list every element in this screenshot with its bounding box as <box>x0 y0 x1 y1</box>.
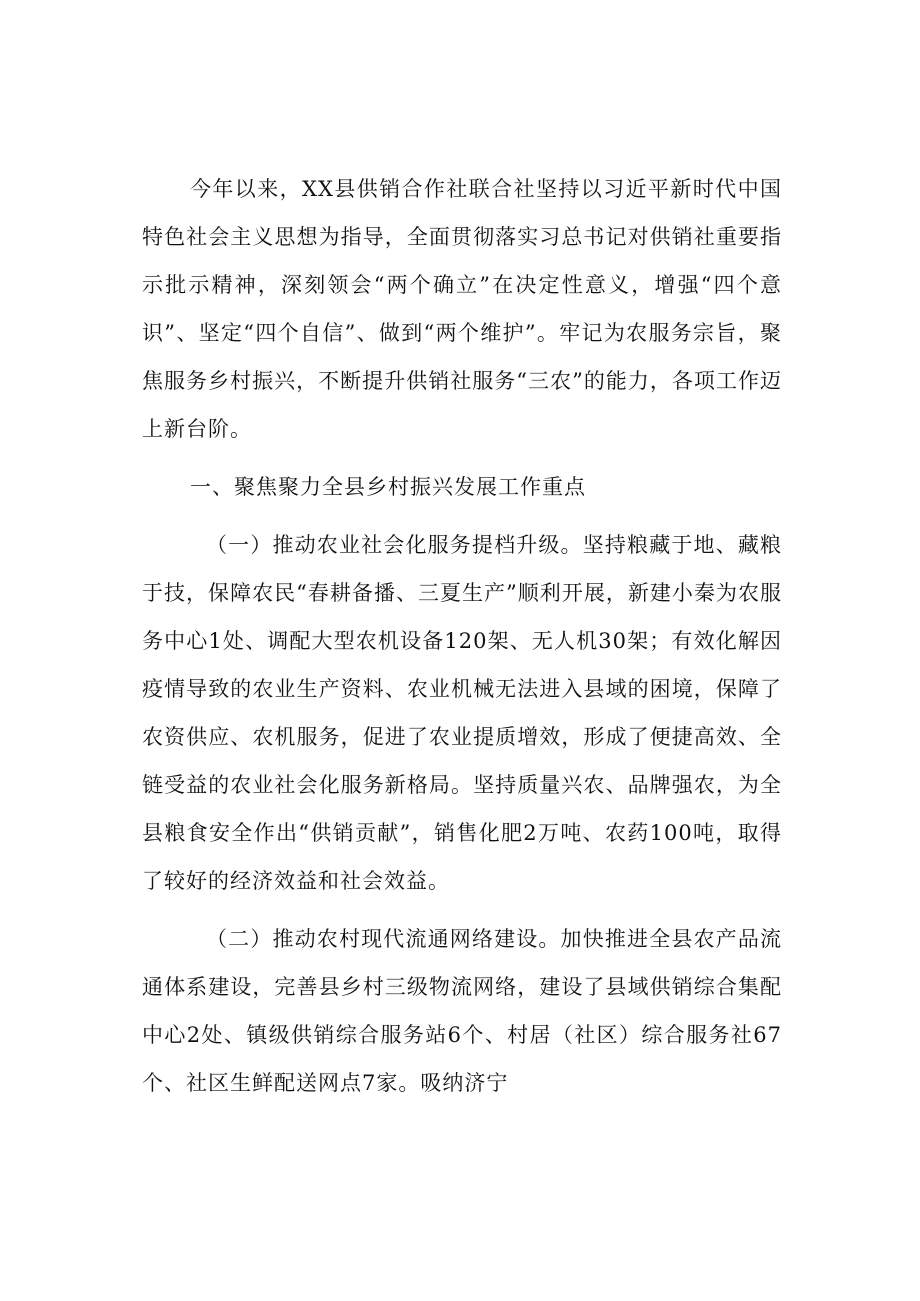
document-body <box>142 165 782 1107</box>
section-heading: 一、聚焦聚力全县乡村振兴发展工作重点 <box>190 475 586 499</box>
subsection-paragraph-1: （一）推动农业社会化服务提档升级。坚持粮藏于地、藏粮于技，保障农民“春耕备播、三夏生产”顺利开展，新建小秦为农服务中心1处、调配大型农机设备120架、无人机30架；有效化解因疫情导致的农业生产资料、农业机械无法进入县域的困境，保障了农资供应、农机服务，促进了农业提质增效，形成了便捷高效、全链受益的农业社会化服务新格局。坚持质量兴农、品牌强农，为全县粮食安全作出“供销贡献”，销售化肥2万吨、农药100吨，取得了较好的经济效益和社会效益。 <box>142 533 782 893</box>
intro-paragraph: 今年以来，XX县供销合作社联合社坚持以习近平新时代中国特色社会主义思想为指导，全面贯彻落实习总书记对供销社重要指示批示精神，深刻领会“两个确立”在决定性意义，增强“四个意识”、坚定“四个自信”、做到“两个维护”。牢记为农服务宗旨，聚焦服务乡村振兴，不断提升供销社服务“三农”的能力，各项工作迈上新台阶。 <box>142 177 782 441</box>
paragraph-gap <box>142 905 782 915</box>
paragraph-gap <box>142 511 782 521</box>
paragraph-gap <box>142 453 782 463</box>
subsection-paragraph-2: （二）推动农村现代流通网络建设。加快推进全县农产品流通体系建设，完善县乡村三级物流网络，建设了县域供销综合集配中心2处、镇级供销综合服务站6个、村居（社区）综合服务社67个、社区生鲜配送网点7家。吸纳济宁 <box>142 927 782 1095</box>
